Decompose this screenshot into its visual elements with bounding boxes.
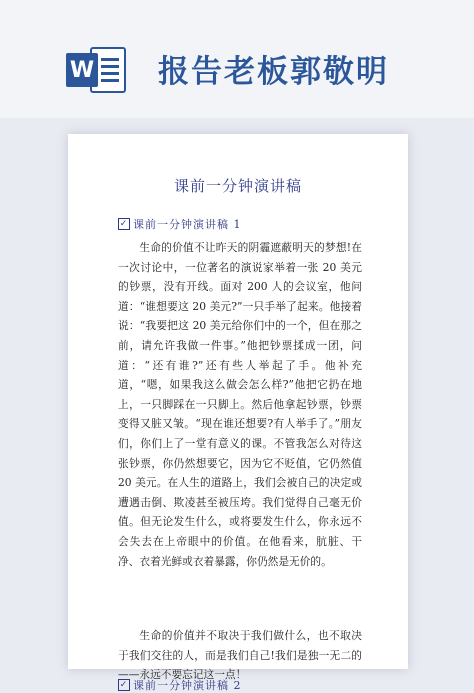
- section-heading-2: [118, 677, 242, 693]
- word-document-icon: [66, 44, 128, 96]
- checkbox-icon: ✓: [119, 680, 129, 690]
- document-page: [68, 134, 408, 692]
- word-letter-icon: W: [66, 53, 98, 87]
- checkbox-icon: ✓: [119, 219, 129, 229]
- section-heading-1: [118, 216, 242, 232]
- header-title: 报告老板郭敬明: [158, 54, 389, 90]
- section-heading-label: 课前一分钟演讲稿 1: [133, 218, 242, 231]
- paragraph-1: 生命的价值不让昨天的阴霾遮蔽明天的梦想!在一次讨论中，一位著名的演说家举着一张 20 美元的钞票，没有开线。面对 200 人的会议室，他问道：“谁想要这 20 美元?”一只手举了起来。他接着说：“我要把这 20 美元给你们中的一个，但在那之前，请允许我做一件事。”他把钞票揉成一团，问道：“还有谁?”还有些人举起了手。他补充道，“嗯，如果我这么做会怎么样?”他把它扔在地上，一只脚踩在一只脚上。然后他拿起钞票，钞票变得又脏又皱。“现在谁还想要?有人举手了。”朋友们，你们上了一堂有意义的课。不管我怎么对待这张钞票，你仍然想要它，因为它不贬值，它仍然值 20 美元。在人生的道路上，我们会被自己的决定或遭遇击倒、欺凌甚至被压垮。我们觉得自己毫无价值。但无论发生什么，或将要发生什么，你永远不会失去在上帝眼中的价值。在他看来，肮脏、干净、衣着光鲜或衣着暴露，你仍然是无价的。: [118, 241, 362, 568]
- document-title: 课前一分钟演讲稿: [173, 177, 302, 195]
- section-heading-label: 课前一分钟演讲稿 2: [133, 679, 242, 692]
- paragraph-2: 生命的价值并不取决于我们做什么，也不取决于我们交往的人，而是我们自己!我们是独一无二的——永远不要忘记这一点！: [118, 629, 362, 682]
- header-banner: [0, 0, 474, 118]
